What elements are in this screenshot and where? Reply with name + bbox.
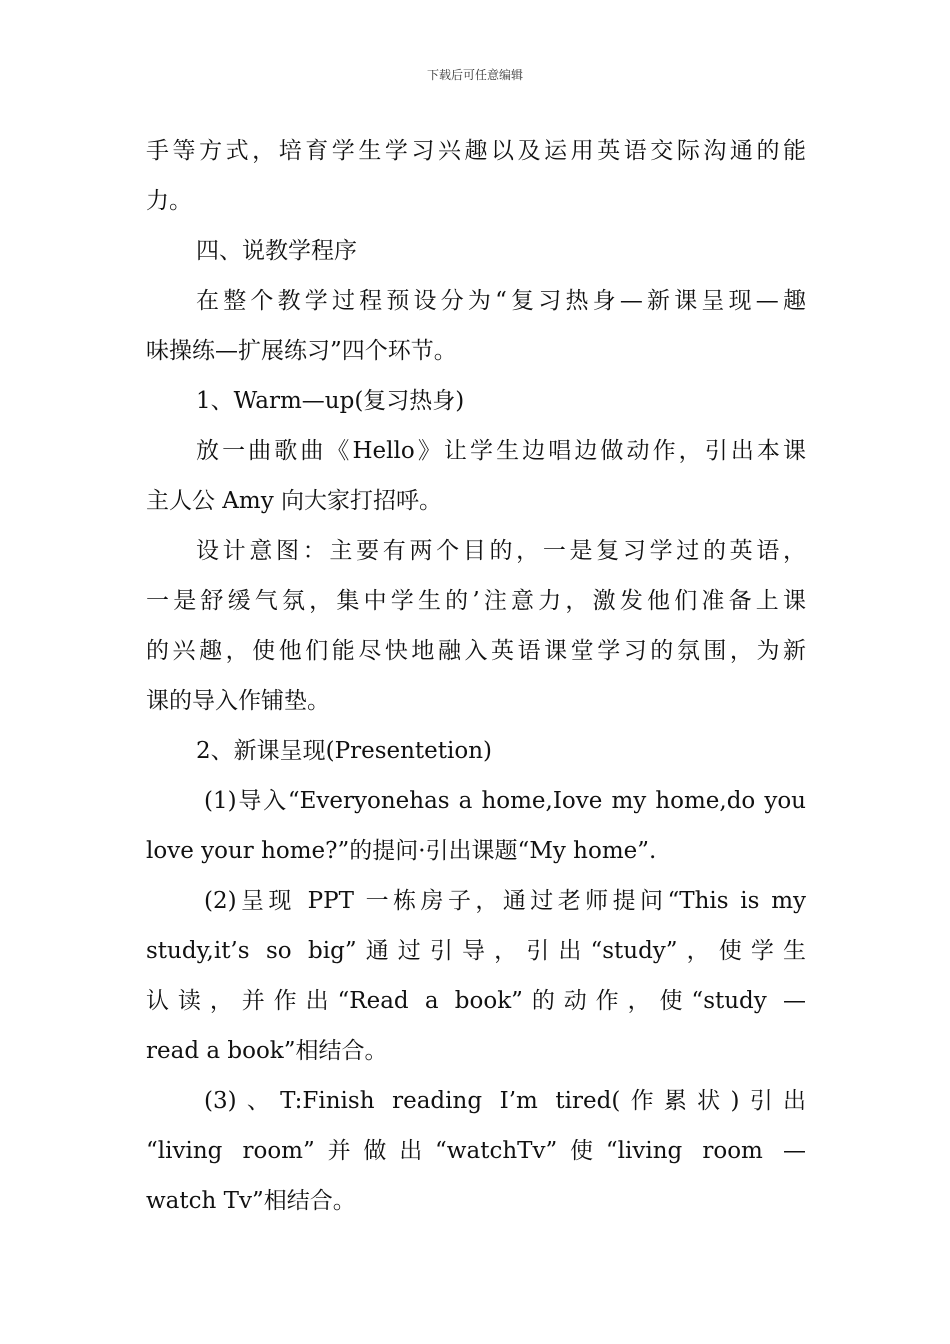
- paragraph-line: 味操练—扩展练习”四个环节。: [146, 338, 457, 364]
- paragraph-line: 的兴趣，使他们能尽快地融入英语课堂学习的氛围，为新: [146, 638, 806, 664]
- paragraph-line: 在整个教学过程预设分为“复习热身—新课呈现—趣: [196, 288, 806, 314]
- paragraph-line: 主人公 Amy 向大家打招呼。: [146, 488, 443, 514]
- paragraph-line: 力。: [146, 188, 192, 214]
- paragraph-line: 放一曲歌曲《Hello》让学生边唱边做动作，引出本课: [196, 438, 806, 464]
- paragraph-line: love your home?”的提问·引出课题“My home”.: [146, 838, 657, 864]
- paragraph-line: 设计意图：主要有两个目的，一是复习学过的英语，: [196, 538, 806, 564]
- page-header: 下载后可任意编辑: [426, 68, 523, 82]
- subsection-heading: 2、新课呈现(Presentetion): [196, 738, 493, 764]
- paragraph-line: 一是舒缓气氛，集中学生的’注意力，激发他们准备上课: [146, 588, 806, 614]
- paragraph-line: 认读，并作出“Read a book”的动作，使“study —: [146, 988, 806, 1014]
- paragraph-line: 手等方式，培育学生学习兴趣以及运用英语交际沟通的能: [146, 138, 806, 164]
- document-body: [146, 126, 806, 1226]
- paragraph-line: study,it’s so big”通过引导，引出“study”，使学生: [146, 938, 806, 964]
- paragraph-line: “living room”并做出“watchTv”使“living room —: [146, 1138, 806, 1164]
- subsection-heading: 1、Warm—up(复习热身): [196, 388, 465, 414]
- paragraph-line: read a book”相结合。: [146, 1038, 388, 1064]
- paragraph-line: (2)呈现 PPT 一栋房子，通过老师提问“This is my: [204, 888, 806, 914]
- section-heading: 四、说教学程序: [196, 238, 357, 264]
- paragraph-line: (1)导入“Everyonehas a home,Iove my home,do you: [204, 788, 806, 814]
- paragraph-line: watch Tv”相结合。: [146, 1188, 356, 1214]
- paragraph-line: 课的导入作铺垫。: [146, 688, 330, 714]
- paragraph-line: (3)、T:Finish reading I’m tired(作累状)引出: [204, 1088, 806, 1114]
